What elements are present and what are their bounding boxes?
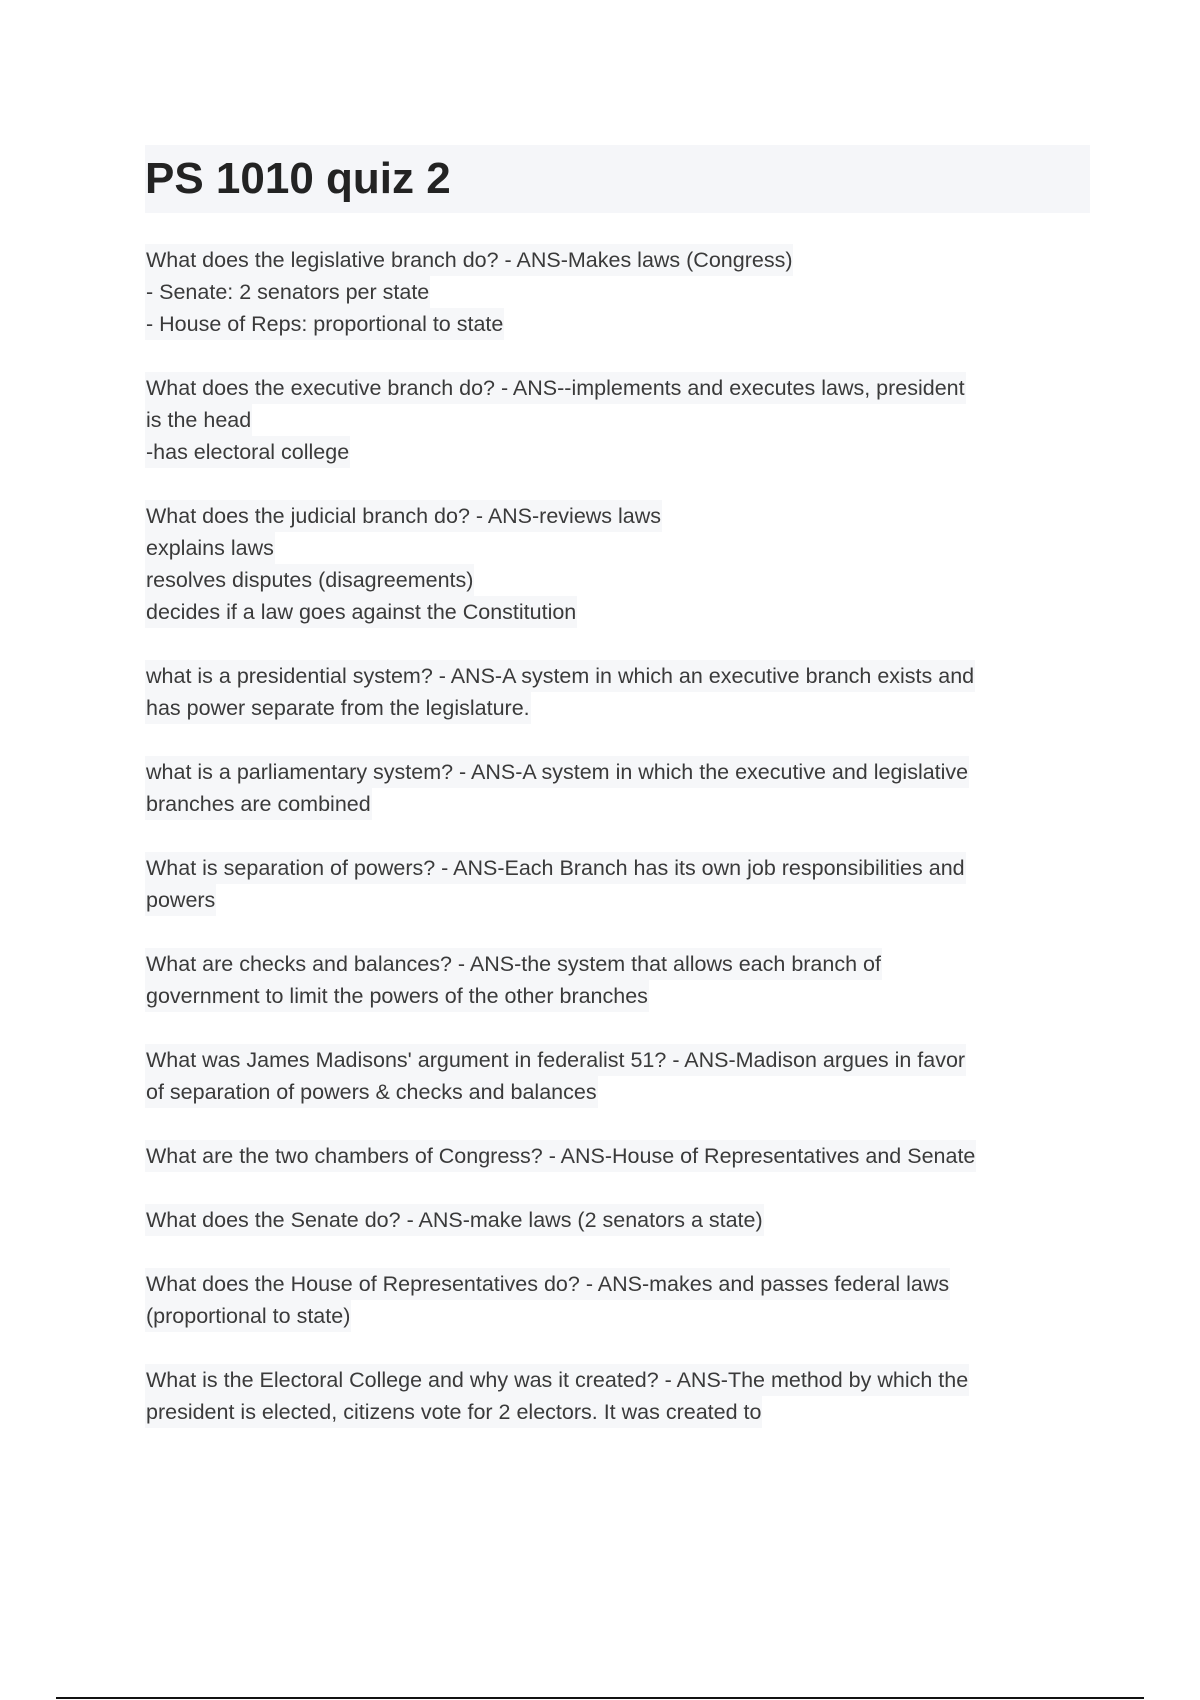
qa-answer-line: -has electoral college	[145, 436, 350, 468]
qa-item	[145, 1268, 1090, 1332]
qa-answer-line: powers	[145, 884, 216, 916]
qa-question-line: What does the Senate do? - ANS-make laws (2 senators a state)	[145, 1204, 764, 1236]
qa-question-line: What does the judicial branch do? - ANS-reviews laws	[145, 500, 662, 532]
qa-item	[145, 948, 1090, 1012]
page-title: PS 1010 quiz 2	[145, 154, 451, 203]
qa-item	[145, 756, 1090, 820]
qa-question-line: what is a parliamentary system? - ANS-A system in which the executive and legislative	[145, 756, 969, 788]
qa-question-line: What are the two chambers of Congress? - ANS-House of Representatives and Senate	[145, 1140, 976, 1172]
qa-item	[145, 852, 1090, 916]
qa-answer-line: government to limit the powers of the other branches	[145, 980, 649, 1012]
qa-answer-line: resolves disputes (disagreements)	[145, 564, 474, 596]
qa-question-line: What does the legislative branch do? - ANS-Makes laws (Congress)	[145, 244, 793, 276]
qa-item	[145, 1204, 1090, 1236]
qa-answer-line: is the head	[145, 404, 252, 436]
qa-question-line: what is a presidential system? - ANS-A system in which an executive branch exists and	[145, 660, 975, 692]
qa-question-line: What does the executive branch do? - ANS--implements and executes laws, president	[145, 372, 966, 404]
title-banner	[145, 145, 1090, 213]
qa-item	[145, 500, 1090, 628]
qa-question-line: What was James Madisons' argument in federalist 51? - ANS-Madison argues in favor	[145, 1044, 966, 1076]
qa-answer-line: - House of Reps: proportional to state	[145, 308, 504, 340]
qa-item	[145, 1140, 1090, 1172]
qa-item	[145, 660, 1090, 724]
qa-item	[145, 244, 1090, 340]
qa-answer-line: decides if a law goes against the Constitution	[145, 596, 577, 628]
qa-answer-line: president is elected, citizens vote for 2 electors. It was created to	[145, 1396, 762, 1428]
qa-answer-line: (proportional to state)	[145, 1300, 351, 1332]
footer-divider	[56, 1697, 1144, 1699]
qa-answer-line: explains laws	[145, 532, 275, 564]
qa-answer-line: has power separate from the legislature.	[145, 692, 531, 724]
qa-answer-line: of separation of powers & checks and balances	[145, 1076, 598, 1108]
qa-answer-line: branches are combined	[145, 788, 372, 820]
qa-item	[145, 1364, 1090, 1428]
qa-list	[145, 244, 1090, 1460]
qa-question-line: What does the House of Representatives do? - ANS-makes and passes federal laws	[145, 1268, 950, 1300]
qa-question-line: What are checks and balances? - ANS-the system that allows each branch of	[145, 948, 882, 980]
qa-item	[145, 1044, 1090, 1108]
qa-question-line: What is the Electoral College and why was it created? - ANS-The method by which the	[145, 1364, 969, 1396]
qa-answer-line: - Senate: 2 senators per state	[145, 276, 430, 308]
qa-item	[145, 372, 1090, 468]
qa-question-line: What is separation of powers? - ANS-Each Branch has its own job responsibilities and	[145, 852, 966, 884]
